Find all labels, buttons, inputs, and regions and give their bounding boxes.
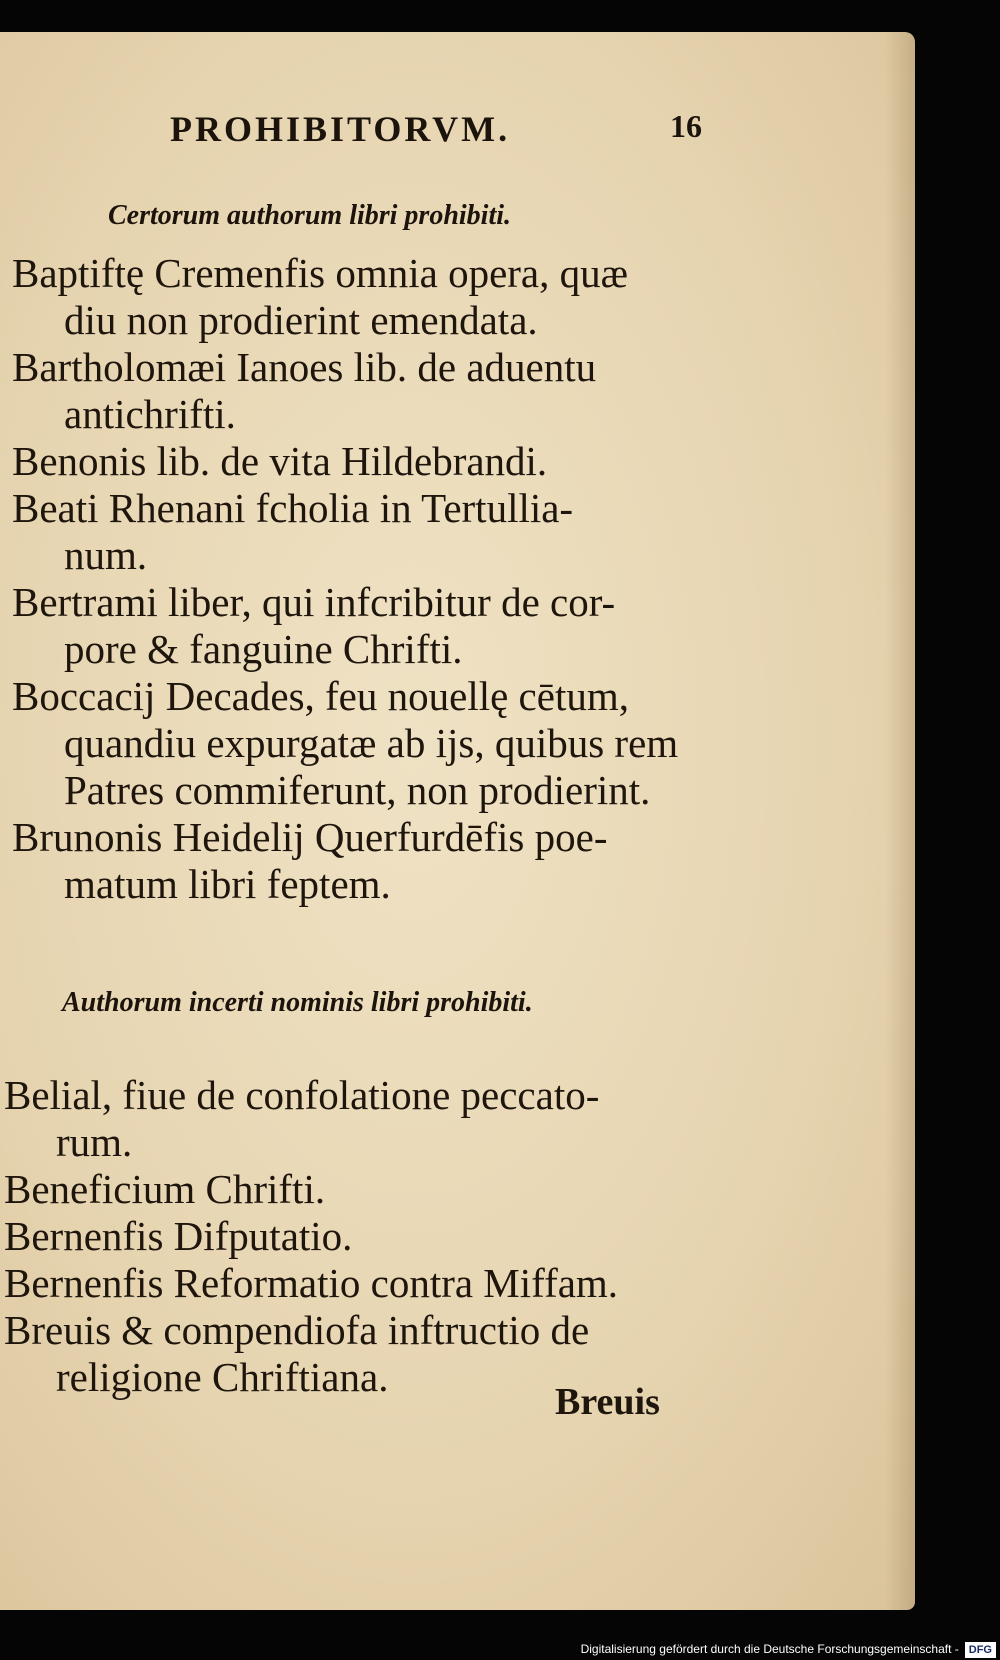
entry-first-line: Bertrami liber, qui infcribitur de cor- <box>12 579 616 625</box>
entry-first-line: Boccacij Decades, feu nouellę cētum, <box>12 673 629 719</box>
section-title-incerti: Authorum incerti nominis libri prohibiti. <box>62 987 533 1018</box>
entry-continuation: quandiu expurgatæ ab ijs, quibus rem Patres commiferunt, non prodierint. <box>64 720 679 813</box>
index-entry <box>4 1166 704 1213</box>
page-number: 16 <box>670 108 702 144</box>
section-title-certorum: Certorum authorum libri prohibiti. <box>108 200 512 231</box>
index-entry <box>4 1213 704 1260</box>
book-page <box>0 32 915 1610</box>
entries-list-incerti <box>4 1072 704 1401</box>
running-head: PROHIBITORVM. <box>170 109 511 149</box>
entry-continuation: pore & fanguine Chrifti. <box>64 626 463 672</box>
entry-continuation: num. <box>64 532 148 578</box>
entry-continuation: rum. <box>56 1119 133 1165</box>
footer-bar <box>0 1638 1000 1660</box>
entry-continuation: matum libri feptem. <box>64 861 391 907</box>
entry-continuation: antichrifti. <box>64 391 236 437</box>
catchword: Breuis <box>555 1381 660 1423</box>
index-entry <box>12 344 712 438</box>
entry-continuation: religione Chriftiana. <box>56 1354 389 1400</box>
index-entry <box>12 250 712 344</box>
entry-first-line: Bernenfis Reformatio contra Miffam. <box>4 1260 619 1306</box>
entry-first-line: Beati Rhenani fcholia in Tertullia- <box>12 485 574 531</box>
dfg-logo: DFG <box>965 1642 996 1658</box>
entry-first-line: Baptiftę Cremenfis omnia opera, quæ <box>12 250 628 296</box>
entry-first-line: Breuis & compendiofa inftructio de <box>4 1307 590 1353</box>
index-entry <box>4 1072 704 1166</box>
index-entry <box>4 1260 704 1307</box>
entry-first-line: Bartholomæi Ianoes lib. de aduentu <box>12 344 597 390</box>
index-entry <box>12 579 712 673</box>
index-entry <box>12 673 712 814</box>
entry-first-line: Benonis lib. de vita Hildebrandi. <box>12 438 548 484</box>
entry-continuation: diu non prodierint emendata. <box>64 297 538 343</box>
entry-first-line: Belial, fiue de confolatione peccato- <box>4 1072 600 1118</box>
index-entry <box>12 438 712 485</box>
entries-list-certorum <box>12 250 712 908</box>
index-entry <box>12 485 712 579</box>
entry-first-line: Brunonis Heidelij Querfurdēfis poe- <box>12 814 608 860</box>
index-entry <box>12 814 712 908</box>
footer-text: Digitalisierung gefördert durch die Deutsche Forschungsgemeinschaft - <box>580 1642 959 1656</box>
entry-first-line: Beneficium Chrifti. <box>4 1166 326 1212</box>
entry-first-line: Bernenfis Difputatio. <box>4 1213 353 1259</box>
